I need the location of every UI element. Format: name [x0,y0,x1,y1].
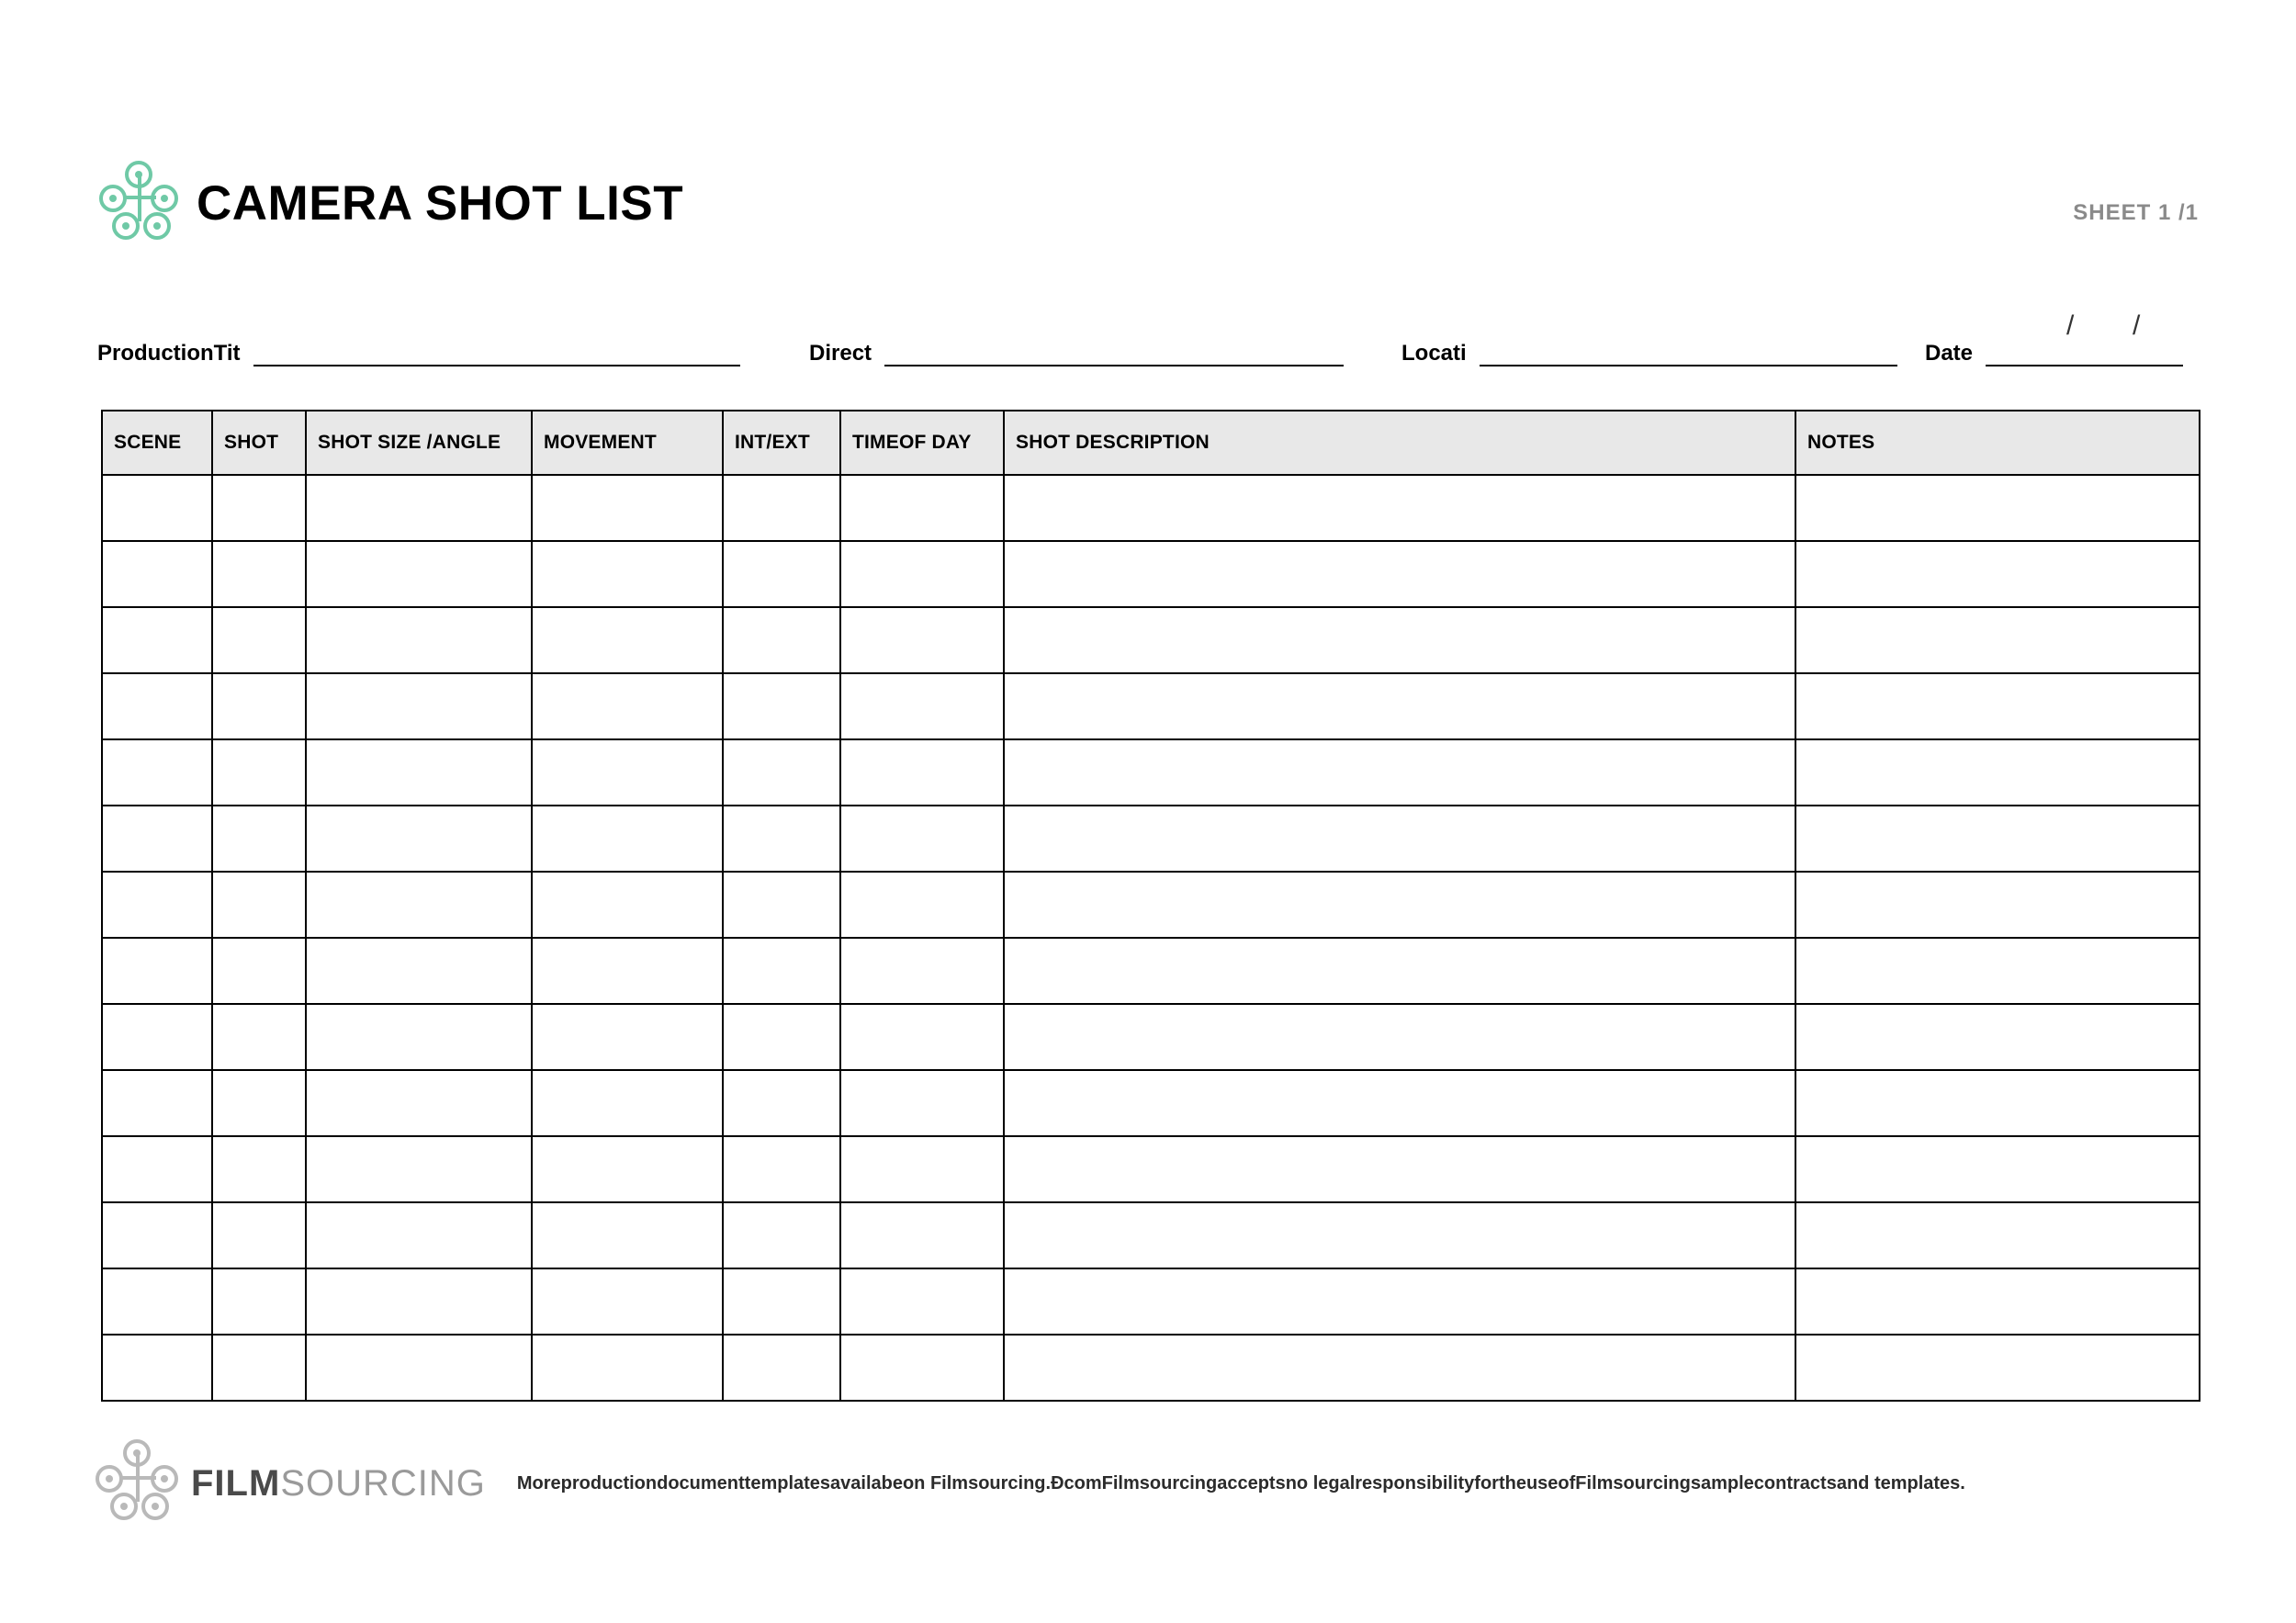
table-row [102,739,2200,806]
table-row [102,1335,2200,1401]
flower-petal-logo-icon [99,161,184,245]
cell-movement[interactable] [532,607,723,673]
cell-scene[interactable] [102,475,212,541]
cell-notes[interactable] [1795,1004,2200,1070]
cell-scene[interactable] [102,1335,212,1401]
column-header-shot-size-angle: SHOT SIZE /ANGLE [306,411,532,475]
cell-scene[interactable] [102,541,212,607]
cell-time_of_day[interactable] [840,806,1004,872]
table-row [102,1136,2200,1202]
cell-movement[interactable] [532,872,723,938]
column-header-time-of-day: TIMEOF DAY [840,411,1004,475]
cell-int_ext[interactable] [723,1268,840,1335]
cell-shot[interactable] [212,541,306,607]
footer-disclaimer: Moreproductiondocumenttemplatesavailabeon Filmsourcing.ÐcomFilmsourcingacceptsno legalresponsibilityfortheuseofFilmsourcingsamplecontractsand templates. [516,1473,1965,1493]
cell-shot_description[interactable] [1004,872,1795,938]
cell-int_ext[interactable] [723,806,840,872]
cell-shot_size_angle[interactable] [306,607,532,673]
cell-shot[interactable] [212,475,306,541]
cell-shot_description[interactable] [1004,1202,1795,1268]
cell-movement[interactable] [532,1268,723,1335]
cell-movement[interactable] [532,938,723,1004]
cell-int_ext[interactable] [723,1335,840,1401]
table-row [102,1202,2200,1268]
cell-shot_size_angle[interactable] [306,475,532,541]
table-row [102,607,2200,673]
table-row [102,938,2200,1004]
cell-shot_size_angle[interactable] [306,541,532,607]
cell-shot_description[interactable] [1004,1335,1795,1401]
cell-int_ext[interactable] [723,475,840,541]
cell-shot_description[interactable] [1004,806,1795,872]
cell-scene[interactable] [102,739,212,806]
cell-notes[interactable] [1795,806,2200,872]
cell-shot_size_angle[interactable] [306,1268,532,1335]
header-fields [97,326,2206,381]
cell-shot_size_angle[interactable] [306,739,532,806]
cell-shot_size_angle[interactable] [306,1136,532,1202]
field-label-date: Date [1925,341,1974,366]
document-footer [96,1433,2208,1534]
cell-shot_size_angle[interactable] [306,673,532,739]
cell-time_of_day[interactable] [840,607,1004,673]
cell-scene[interactable] [102,607,212,673]
cell-notes[interactable] [1795,1070,2200,1136]
cell-shot[interactable] [212,1202,306,1268]
column-header-movement: MOVEMENT [532,411,723,475]
cell-int_ext[interactable] [723,1136,840,1202]
cell-notes[interactable] [1795,1268,2200,1335]
footer-brand-light: SOURCING [280,1462,486,1504]
cell-shot_size_angle[interactable] [306,1004,532,1070]
date-separator-1: / [2066,310,2075,341]
cell-time_of_day[interactable] [840,1136,1004,1202]
director-input[interactable] [884,337,1344,366]
column-header-shot: SHOT [212,411,306,475]
date-separator-2: / [2133,310,2141,341]
cell-movement[interactable] [532,1004,723,1070]
column-header-shot-description: SHOT DESCRIPTION [1004,411,1795,475]
cell-shot_description[interactable] [1004,541,1795,607]
cell-int_ext[interactable] [723,673,840,739]
cell-notes[interactable] [1795,607,2200,673]
cell-shot[interactable] [212,1070,306,1136]
column-header-scene: SCENE [102,411,212,475]
table-row [102,1268,2200,1335]
document-header [99,162,2202,244]
cell-int_ext[interactable] [723,1004,840,1070]
column-header-int-ext: INT/EXT [723,411,840,475]
page-title: CAMERA SHOT LIST [197,175,684,231]
cell-movement[interactable] [532,673,723,739]
cell-shot_description[interactable] [1004,1268,1795,1335]
cell-movement[interactable] [532,475,723,541]
cell-shot_description[interactable] [1004,1136,1795,1202]
date-separators [1952,310,2163,347]
cell-scene[interactable] [102,1136,212,1202]
cell-movement[interactable] [532,1335,723,1401]
cell-shot_size_angle[interactable] [306,1202,532,1268]
table-body [102,475,2200,1401]
field-label-director: Direct [809,341,872,366]
cell-shot[interactable] [212,938,306,1004]
cell-int_ext[interactable] [723,872,840,938]
cell-time_of_day[interactable] [840,475,1004,541]
cell-time_of_day[interactable] [840,1335,1004,1401]
cell-shot[interactable] [212,1268,306,1335]
cell-int_ext[interactable] [723,541,840,607]
cell-shot_size_angle[interactable] [306,806,532,872]
cell-movement[interactable] [532,806,723,872]
cell-shot_size_angle[interactable] [306,1335,532,1401]
cell-scene[interactable] [102,673,212,739]
field-location [1401,326,1897,366]
column-header-notes: NOTES [1795,411,2200,475]
cell-notes[interactable] [1795,1202,2200,1268]
field-production-title [97,326,740,366]
cell-shot_description[interactable] [1004,938,1795,1004]
cell-notes[interactable] [1795,541,2200,607]
footer-flower-petal-logo-icon [96,1439,184,1527]
cell-shot[interactable] [212,1335,306,1401]
sheet-number-label: SHEET 1 /1 [2073,200,2199,225]
field-label-production-title: ProductionTit [97,341,241,366]
cell-movement[interactable] [532,1070,723,1136]
table-row [102,673,2200,739]
footer-brand [191,1463,486,1505]
cell-scene[interactable] [102,1268,212,1335]
cell-movement[interactable] [532,739,723,806]
cell-shot[interactable] [212,806,306,872]
cell-time_of_day[interactable] [840,1202,1004,1268]
cell-int_ext[interactable] [723,739,840,806]
cell-scene[interactable] [102,1070,212,1136]
cell-notes[interactable] [1795,739,2200,806]
footer-brand-bold: FILM [191,1462,281,1504]
cell-notes[interactable] [1795,938,2200,1004]
field-director [809,326,1344,366]
cell-shot[interactable] [212,739,306,806]
cell-shot_description[interactable] [1004,673,1795,739]
cell-int_ext[interactable] [723,1070,840,1136]
cell-time_of_day[interactable] [840,872,1004,938]
cell-shot[interactable] [212,673,306,739]
cell-notes[interactable] [1795,475,2200,541]
cell-int_ext[interactable] [723,1202,840,1268]
cell-shot_size_angle[interactable] [306,938,532,1004]
cell-time_of_day[interactable] [840,673,1004,739]
cell-shot_size_angle[interactable] [306,1070,532,1136]
cell-notes[interactable] [1795,1335,2200,1401]
table-row [102,1070,2200,1136]
cell-scene[interactable] [102,872,212,938]
cell-int_ext[interactable] [723,607,840,673]
field-label-location: Locati [1401,341,1467,366]
cell-time_of_day[interactable] [840,541,1004,607]
cell-time_of_day[interactable] [840,739,1004,806]
cell-shot_size_angle[interactable] [306,872,532,938]
table-row [102,475,2200,541]
cell-movement[interactable] [532,541,723,607]
cell-shot_description[interactable] [1004,475,1795,541]
table-row [102,1004,2200,1070]
cell-shot_description[interactable] [1004,739,1795,806]
shot-list-table [101,410,2200,1402]
cell-scene[interactable] [102,1202,212,1268]
cell-time_of_day[interactable] [840,1004,1004,1070]
cell-shot_description[interactable] [1004,1004,1795,1070]
cell-shot[interactable] [212,872,306,938]
cell-movement[interactable] [532,1136,723,1202]
cell-notes[interactable] [1795,872,2200,938]
cell-shot[interactable] [212,1004,306,1070]
cell-int_ext[interactable] [723,938,840,1004]
cell-scene[interactable] [102,806,212,872]
table-row [102,872,2200,938]
cell-movement[interactable] [532,1202,723,1268]
shot-list-table-wrapper [101,410,2199,1402]
cell-time_of_day[interactable] [840,1070,1004,1136]
cell-time_of_day[interactable] [840,938,1004,1004]
cell-scene[interactable] [102,1004,212,1070]
table-header-row [102,411,2200,475]
cell-notes[interactable] [1795,1136,2200,1202]
cell-shot[interactable] [212,1136,306,1202]
cell-shot_description[interactable] [1004,607,1795,673]
location-input[interactable] [1480,337,1897,366]
cell-time_of_day[interactable] [840,1268,1004,1335]
table-row [102,806,2200,872]
cell-scene[interactable] [102,938,212,1004]
cell-notes[interactable] [1795,673,2200,739]
cell-shot[interactable] [212,607,306,673]
cell-shot_description[interactable] [1004,1070,1795,1136]
production-title-input[interactable] [253,337,740,366]
table-row [102,541,2200,607]
